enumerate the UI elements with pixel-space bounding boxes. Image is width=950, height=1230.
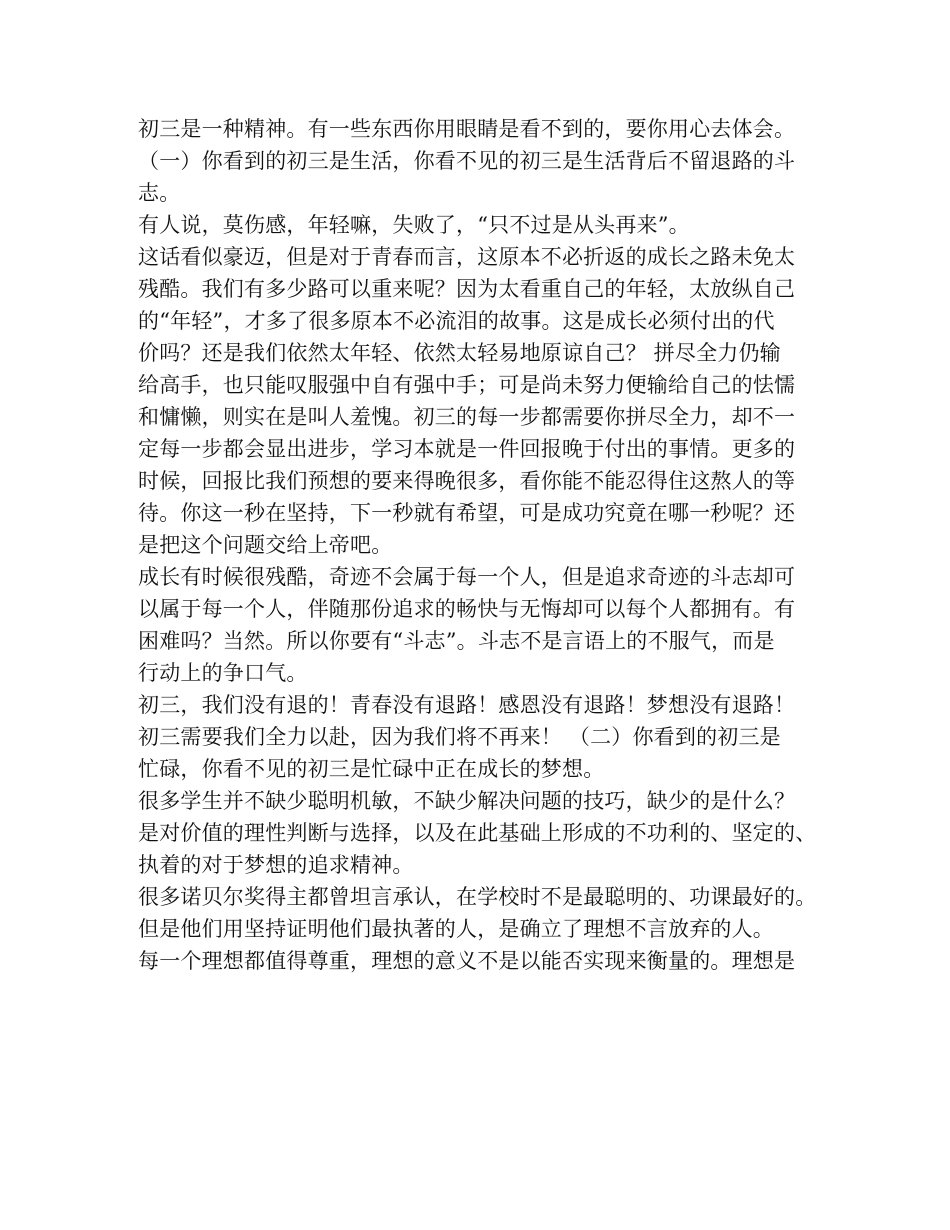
text-line: 的“年轻”，才多了很多原本不必流泪的故事。这是成长必须付出的代	[138, 309, 775, 333]
text-line: 和慵懒，则实在是叫人羞愧。初三的每一步都需要你拼尽全力，却不一	[138, 405, 796, 429]
text-line: 这话看似豪迈，但是对于青春而言，这原本不必折返的成长之路未免太	[138, 245, 796, 269]
text-line: 但是他们用坚持证明他们最执著的人，是确立了理想不言放弃的人。	[138, 917, 774, 941]
text-line: 很多诺贝尔奖得主都曾坦言承认，在学校时不是最聪明的、功课最好的。	[138, 885, 817, 909]
text-line: 志。	[138, 181, 181, 205]
text-line: 行动上的争口气。	[138, 661, 308, 685]
text-line: 时候，回报比我们预想的要来得晚很多，看你能不能忍得住这熬人的等	[138, 469, 796, 493]
text-line: 残酷。我们有多少路可以重来呢？因为太看重自己的年轻，太放纵自己	[138, 277, 796, 301]
text-line: 待。你这一秒在坚持，下一秒就有希望，可是成功究竟在哪一秒呢？还	[138, 501, 796, 525]
text-line: 忙碌，你看不见的初三是忙碌中正在成长的梦想。	[138, 757, 605, 781]
text-line: 价吗？还是我们依然太年轻、依然太轻易地原谅自己？ 拼尽全力仍输	[138, 341, 781, 365]
body-text	[138, 113, 838, 977]
text-line: 有人说，莫伤感，年轻嘛，失败了，“只不过是从头再来”。	[138, 213, 690, 237]
text-line: 初三是一种精神。有一些东西你用眼睛是看不到的，要你用心去体会。	[138, 117, 796, 141]
text-line: 困难吗？当然。所以你要有“斗志”。斗志不是言语上的不服气，而是	[138, 629, 775, 653]
text-line: 给高手，也只能叹服强中自有强中手；可是尚未努力便输给自己的怯懦	[138, 373, 796, 397]
text-line: 定每一步都会显出进步，学习本就是一件回报晚于付出的事情。更多的	[138, 437, 796, 461]
text-line: 成长有时候很残酷，奇迹不会属于每一个人，但是追求奇迹的斗志却可	[138, 565, 796, 589]
text-line: 初三需要我们全力以赴，因为我们将不再来！ （二）你看到的初三是	[138, 725, 781, 749]
text-line: 每一个理想都值得尊重，理想的意义不是以能否实现来衡量的。理想是	[138, 949, 796, 973]
text-line: 执着的对于梦想的追求精神。	[138, 853, 414, 877]
text-line: 是把这个问题交给上帝吧。	[138, 533, 393, 557]
text-line: （一）你看到的初三是生活，你看不见的初三是生活背后不留退路的斗	[138, 149, 796, 173]
text-line: 初三，我们没有退的！青春没有退路！感恩没有退路！梦想没有退路！	[138, 693, 796, 717]
text-line: 很多学生并不缺少聪明机敏，不缺少解决问题的技巧，缺少的是什么？	[138, 789, 796, 813]
text-line: 以属于每一个人，伴随那份追求的畅快与无悔却可以每个人都拥有。有	[138, 597, 796, 621]
text-line: 是对价值的理性判断与选择，以及在此基础上形成的不功利的、坚定的、	[138, 821, 817, 845]
